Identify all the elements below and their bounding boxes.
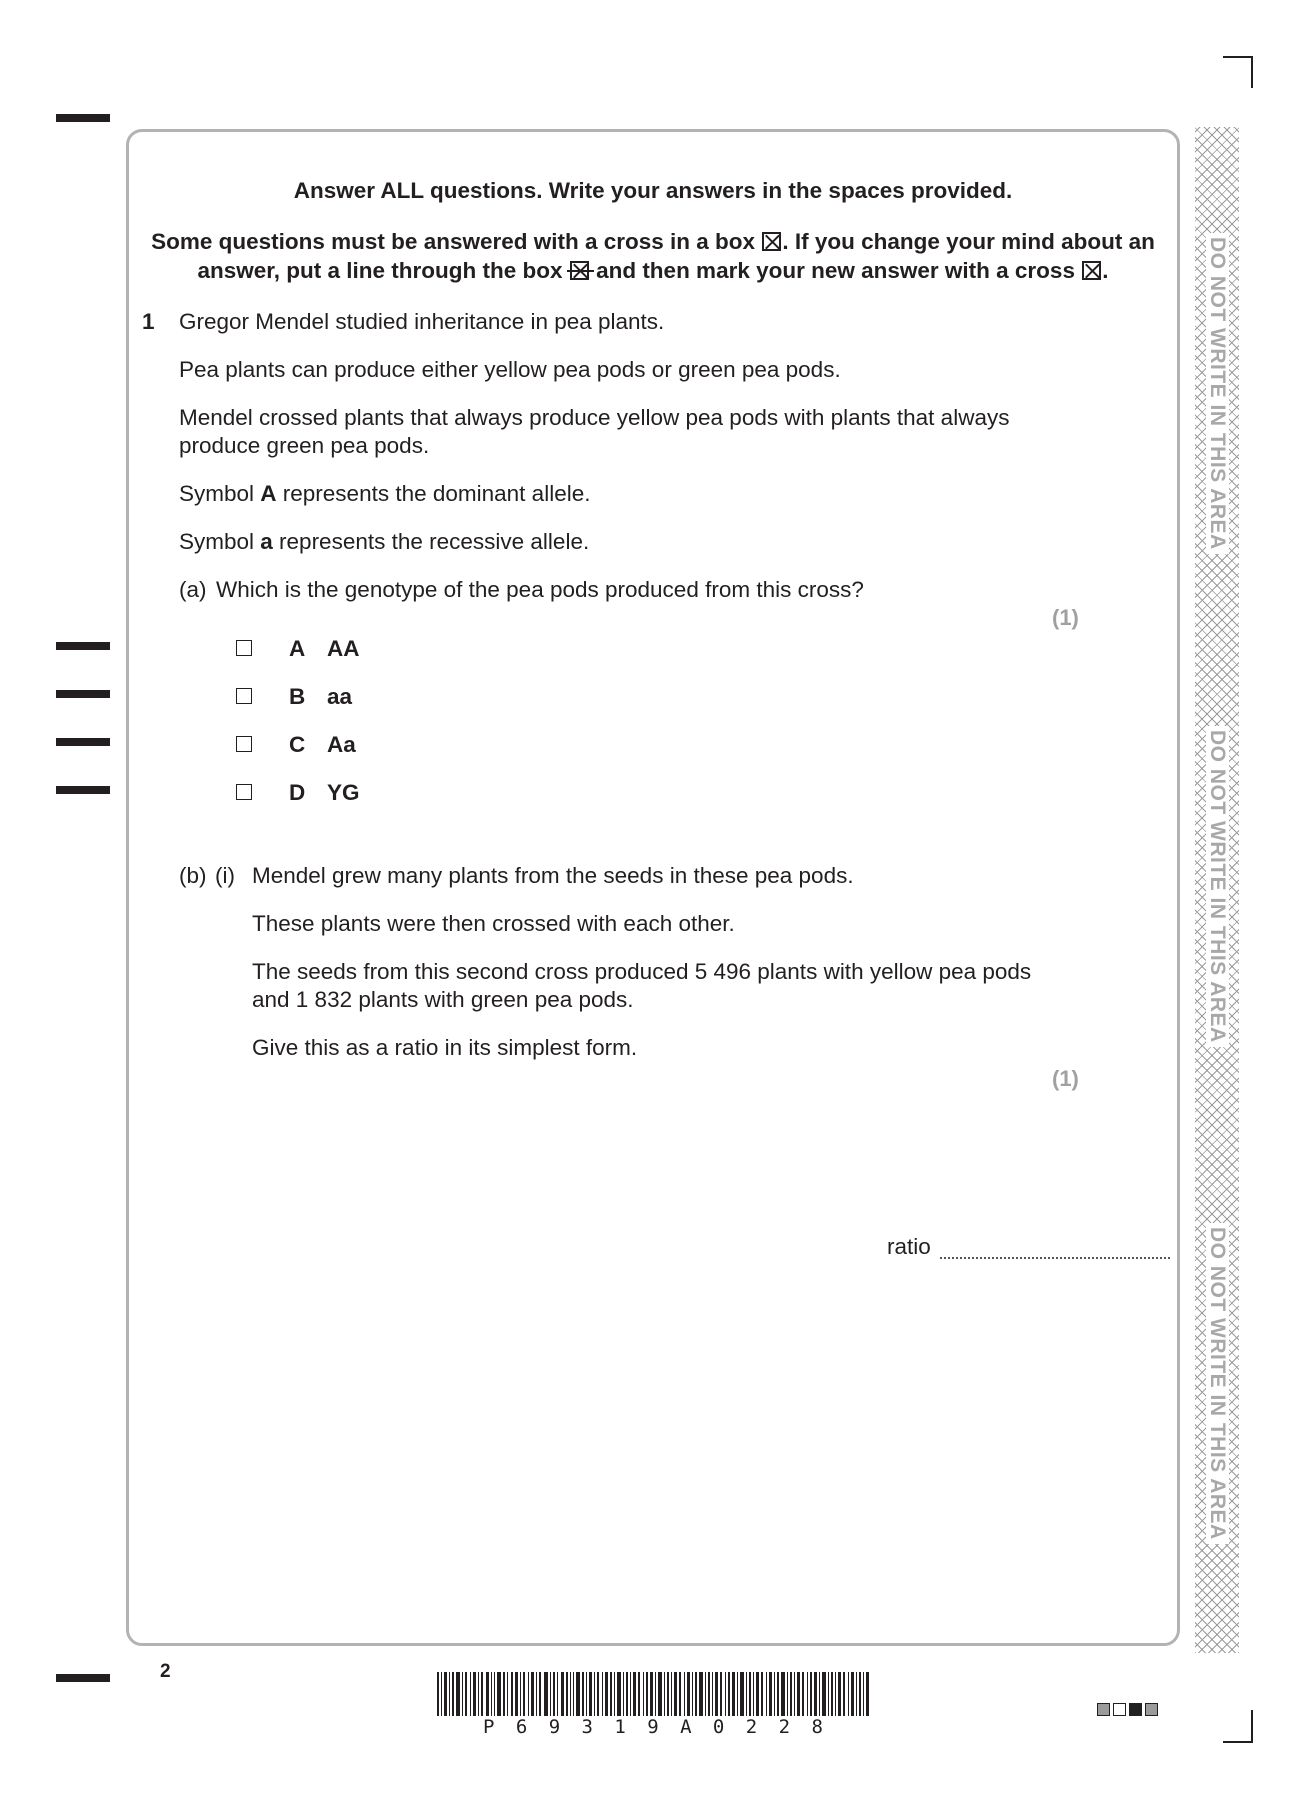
option-a-checkbox[interactable] xyxy=(236,640,252,656)
part-b-i-line-2: These plants were then crossed with each other. xyxy=(252,911,735,936)
barcode-number: P 6 9 3 1 9 A 0 2 2 8 xyxy=(483,1716,823,1738)
instruction-line-2: Some questions must be answered with a cross in a box . If you change your mind about an xyxy=(151,229,1155,254)
registration-mark xyxy=(56,1674,110,1682)
ratio-answer-line[interactable] xyxy=(940,1257,1170,1259)
crop-mark-bottom-right-v xyxy=(1251,1710,1253,1743)
part-b-label: (b) xyxy=(179,863,207,888)
symbol-recessive-line: Symbol a represents the recessive allele. xyxy=(179,529,590,554)
question-number: 1 xyxy=(142,309,155,334)
do-not-write-label: DO NOT WRITE IN THIS AREA xyxy=(1202,233,1232,553)
option-b-checkbox[interactable] xyxy=(236,688,252,704)
option-a-letter: A xyxy=(289,636,306,661)
page-indicator-square xyxy=(1145,1703,1158,1716)
registration-mark xyxy=(56,738,110,746)
option-a-text: AA xyxy=(327,636,360,661)
crop-mark-top-right-h xyxy=(1223,56,1253,58)
option-c-checkbox[interactable] xyxy=(236,736,252,752)
registration-mark xyxy=(56,642,110,650)
part-b-i-line-5: Give this as a ratio in its simplest form. xyxy=(252,1035,638,1060)
part-a-question: Which is the genotype of the pea pods produced from this cross? xyxy=(216,577,864,602)
part-b-i-line-4: and 1 832 plants with green pea pods. xyxy=(252,987,634,1012)
question-intro-1: Gregor Mendel studied inheritance in pea plants. xyxy=(179,309,665,334)
option-b-letter: B xyxy=(289,684,306,709)
part-b-i-line-1: Mendel grew many plants from the seeds in these pea pods. xyxy=(252,863,854,888)
page-indicator-square xyxy=(1097,1703,1110,1716)
option-d-letter: D xyxy=(289,780,306,805)
ratio-label: ratio xyxy=(887,1234,931,1259)
crop-mark-bottom-right-h xyxy=(1223,1741,1253,1743)
option-c-text: Aa xyxy=(327,732,356,757)
part-b-i-line-3: The seeds from this second cross produced 5 496 plants with yellow pea pods xyxy=(252,959,1032,984)
struck-crossed-box-icon xyxy=(570,261,589,280)
page-indicator-square xyxy=(1129,1703,1142,1716)
part-b-i-marks: (1) xyxy=(1052,1066,1079,1091)
question-intro-4: produce green pea pods. xyxy=(179,433,430,458)
page-number: 2 xyxy=(160,1661,171,1682)
instruction-line-3: answer, put a line through the box and then mark your new answer with a cross . xyxy=(197,258,1109,283)
crossed-box-icon xyxy=(762,232,781,251)
page-indicator-square xyxy=(1113,1703,1126,1716)
crop-mark-top-right-v xyxy=(1251,56,1253,88)
registration-mark xyxy=(56,786,110,794)
symbol-dominant-line: Symbol A represents the dominant allele. xyxy=(179,481,591,506)
do-not-write-label: DO NOT WRITE IN THIS AREA xyxy=(1202,1223,1232,1543)
question-intro-3: Mendel crossed plants that always produce yellow pea pods with plants that always xyxy=(179,405,1010,430)
option-d-checkbox[interactable] xyxy=(236,784,252,800)
barcode xyxy=(437,1672,869,1716)
instruction-line-1: Answer ALL questions. Write your answers in the spaces provided. xyxy=(293,178,1013,203)
part-a-label: (a) xyxy=(179,577,207,602)
part-a-marks: (1) xyxy=(1052,605,1079,630)
option-c-letter: C xyxy=(289,732,306,757)
registration-mark xyxy=(56,690,110,698)
do-not-write-label: DO NOT WRITE IN THIS AREA xyxy=(1202,726,1232,1046)
registration-mark xyxy=(56,114,110,122)
option-b-text: aa xyxy=(327,684,353,709)
option-d-text: YG xyxy=(327,780,360,805)
crossed-box-icon xyxy=(1082,261,1101,280)
question-intro-2: Pea plants can produce either yellow pea pods or green pea pods. xyxy=(179,357,841,382)
part-b-i-label: (i) xyxy=(215,863,235,888)
